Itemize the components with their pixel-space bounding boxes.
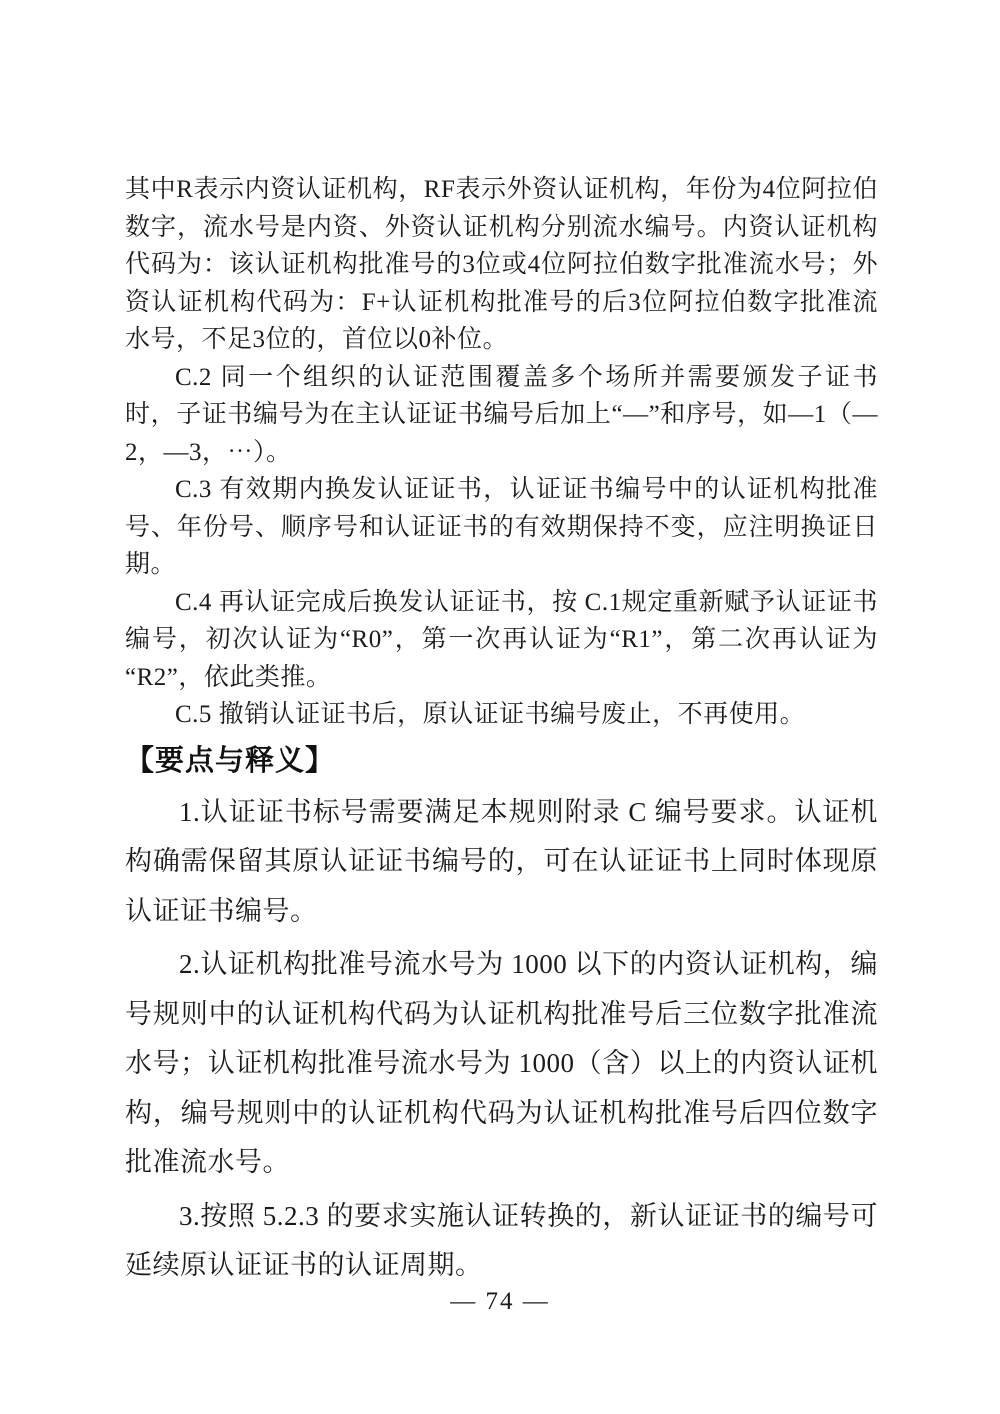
paragraph-c2: C.2 同一个组织的认证范围覆盖多个场所并需要颁发子证书时，子证书编号为在主认证证书编号后加上“—”和序号，如—1（—2，—3，⋯）。 [125,363,878,466]
page-footer [0,1288,1000,1316]
paragraph-c5: C.5 撤销认证证书后，原认证证书编号废止，不再使用。 [175,701,806,728]
paragraph-c3: C.3 有效期内换发认证证书，认证证书编号中的认证机构批准号、年份号、顺序号和认证证书的有效期保持不变，应注明换证日期。 [125,476,878,578]
page-number: — 74 — [450,1288,550,1315]
appendix-c-numbering-rules-section [125,171,878,734]
note-paragraph-1: 1.认证证书标号需要满足本规则附录 C 编号要求。认证机构确需保留其原认证证书编号的，可在认证证书上同时体现原认证证书编号。 [125,796,878,926]
note-paragraph-2: 2.认证机构批准号流水号为 1000 以下的内资认证机构，编号规则中的认证机构代码为认证机构批准号后三位数字批准流水号；认证机构批准号流水号为 1000（含）以上的内资认证机构，编号规则中的认证机构代码为认证机构批准号后四位数字批准流水号。 [125,949,878,1177]
key-points-interpretation-section [125,788,878,1291]
paragraph-c4: C.4 再认证完成后换发认证证书，按 C.1规定重新赋予认证证书编号，初次认证为“R0”，第一次再认证为“R1”，第二次再认证为“R2”，依此类推。 [125,588,878,691]
note-paragraph-3: 3.按照 5.2.3 的要求实施认证转换的，新认证证书的编号可延续原认证证书的认证周期。 [125,1200,878,1280]
page-content [125,171,878,1295]
section-heading-key-points: 【要点与释义】 [125,744,336,777]
paragraph-c1-continuation: 其中R表示内资认证机构，RF表示外资认证机构，年份为4位阿拉伯数字，流水号是内资、外资认证机构分别流水编号。内资认证机构代码为：该认证机构批准号的3位或4位阿拉伯数字批准流水号；外资认证机构代码为：F+认证机构批准号的后3位阿拉伯数字批准流水号，不足3位的，首位以0补位。 [125,176,878,353]
